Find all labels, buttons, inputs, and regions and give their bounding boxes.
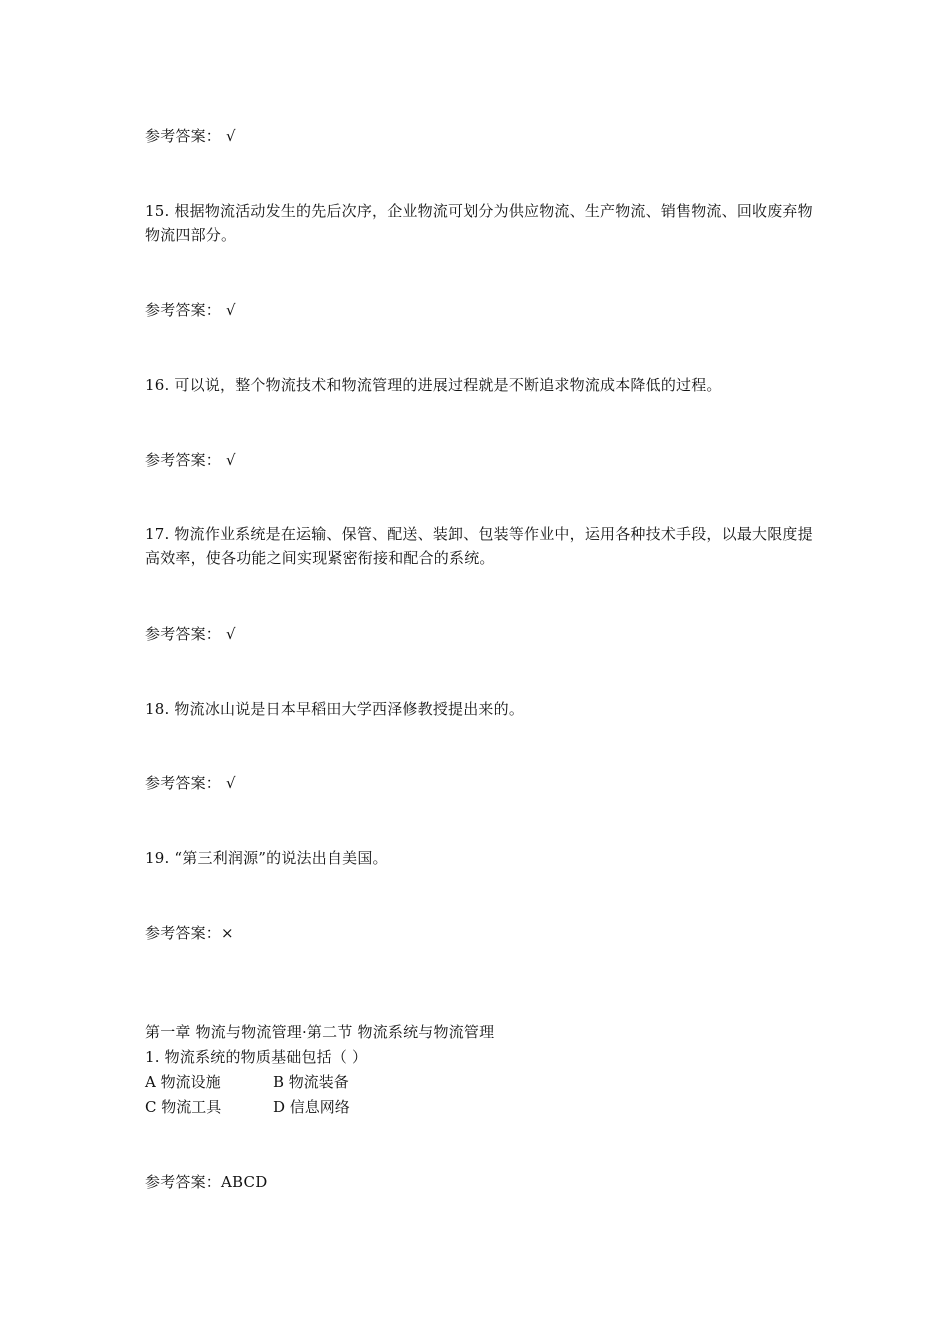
answer-line-ch1-q1: 参考答案：ABCD (145, 1173, 268, 1191)
answer-line-prev: 参考答案： √ (145, 127, 236, 145)
question-16: 16. 可以说，整个物流技术和物流管理的进展过程就是不断追求物流成本降低的过程。 (145, 376, 722, 394)
answer-line-15: 参考答案： √ (145, 301, 236, 319)
option-a: A 物流设施 (145, 1073, 221, 1091)
option-b: B 物流装备 (273, 1073, 349, 1091)
section-title: 第一章 物流与物流管理·第二节 物流系统与物流管理 (145, 1023, 495, 1041)
question-18: 18. 物流冰山说是日本早稻田大学西泽修教授提出来的。 (145, 700, 525, 718)
options-row-1 (145, 1070, 349, 1094)
options-row-2 (145, 1095, 350, 1119)
question-1: 1. 物流系统的物质基础包括（ ） (145, 1048, 368, 1066)
option-c: C 物流工具 (145, 1098, 222, 1116)
answer-line-16: 参考答案： √ (145, 451, 236, 469)
option-d: D 信息网络 (273, 1098, 350, 1116)
answer-line-19: 参考答案：× (145, 924, 234, 942)
question-19: 19. “第三利润源”的说法出自美国。 (145, 849, 388, 867)
question-15: 15. 根据物流活动发生的先后次序，企业物流可划分为供应物流、生产物流、销售物流、回收废弃物物流四部分。 (145, 202, 813, 244)
answer-line-18: 参考答案： √ (145, 774, 236, 792)
answer-line-17: 参考答案： √ (145, 625, 236, 643)
question-17: 17. 物流作业系统是在运输、保管、配送、装卸、包装等作业中，运用各种技术手段，以最大限度提高效率，使各功能之间实现紧密衔接和配合的系统。 (145, 525, 813, 567)
